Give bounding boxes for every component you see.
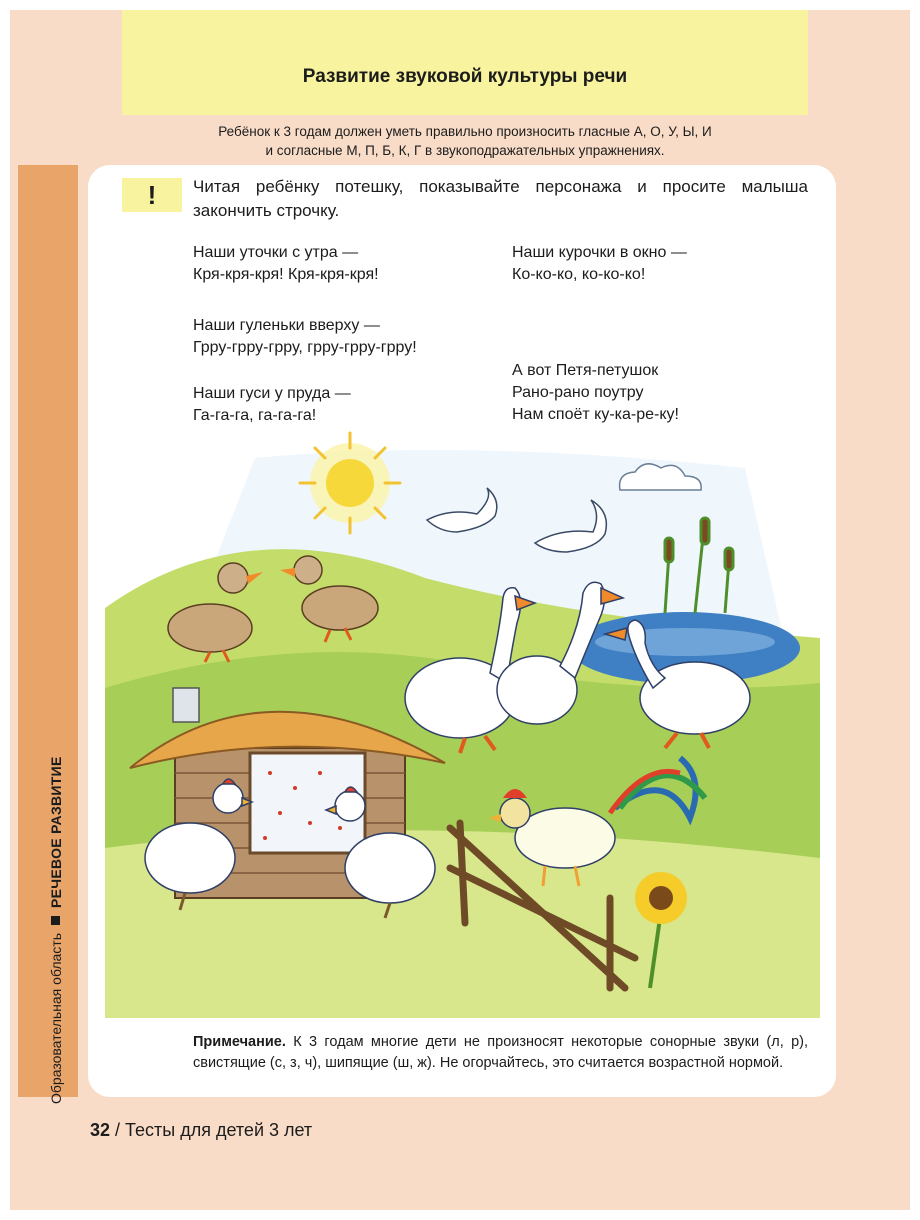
poem-line: Наши гуленьки вверху — <box>193 317 380 334</box>
farmyard-illustration <box>105 428 820 1018</box>
sidebar-label <box>48 404 64 1104</box>
subtitle-line-1: Ребёнок к 3 годам должен уметь правильно произносить гласные А, О, У, Ы, И <box>218 124 712 139</box>
poem-line: Рано-рано поутру <box>512 384 644 401</box>
area-label: Образовательная область <box>48 933 64 1104</box>
book-title: Тесты для детей 3 лет <box>125 1120 313 1140</box>
poem-line: Наши гуси у пруда — <box>193 385 351 402</box>
note-text: К 3 годам многие дети не произносят некоторые сонорные звуки (л, р), свистящие (с, з, ч), шипящие (ш, ж). Не огорчайтесь, это считается возрастной нормой. <box>193 1034 808 1071</box>
task-instruction: Читая ребёнку потешку, показывайте персонажа и просите малыша закончить строчку. <box>193 177 808 220</box>
page-number: 32 <box>90 1120 111 1140</box>
note <box>193 1032 808 1074</box>
poem-line: Грру-грру-грру, грру-грру-грру! <box>193 339 417 356</box>
poem-stanza <box>193 315 417 359</box>
poem-line: Наши курочки в окно — <box>512 244 687 261</box>
section-label: РЕЧЕВОЕ РАЗВИТИЕ <box>48 756 64 908</box>
header-banner <box>122 10 808 115</box>
poem-line: А вот Петя-петушок <box>512 362 659 379</box>
exclamation-icon: ! <box>122 178 182 212</box>
poem-line: Нам споёт ку-ка-ре-ку! <box>512 406 679 423</box>
subtitle <box>120 122 810 160</box>
note-label: Примечание. <box>193 1034 286 1050</box>
footer-separator: / <box>110 1120 126 1140</box>
poem-stanza <box>193 383 351 427</box>
page-footer <box>90 1120 312 1141</box>
poem-line: Га-га-га, га-га-га! <box>193 407 317 424</box>
poem-line: Кря-кря-кря! Кря-кря-кря! <box>193 266 379 283</box>
square-bullet-icon <box>51 916 60 925</box>
sun-icon <box>300 433 400 533</box>
page-title: Развитие звуковой культуры речи <box>302 66 628 87</box>
subtitle-line-2: и согласные М, П, Б, К, Г в звукоподражательных упражнениях. <box>265 143 665 158</box>
poem-stanza <box>193 242 379 286</box>
poem-stanza <box>512 242 687 286</box>
poem-line: Наши уточки с утра — <box>193 244 359 261</box>
poem-line: Ко-ко-ко, ко-ко-ко! <box>512 266 646 283</box>
poem-stanza <box>512 360 679 426</box>
